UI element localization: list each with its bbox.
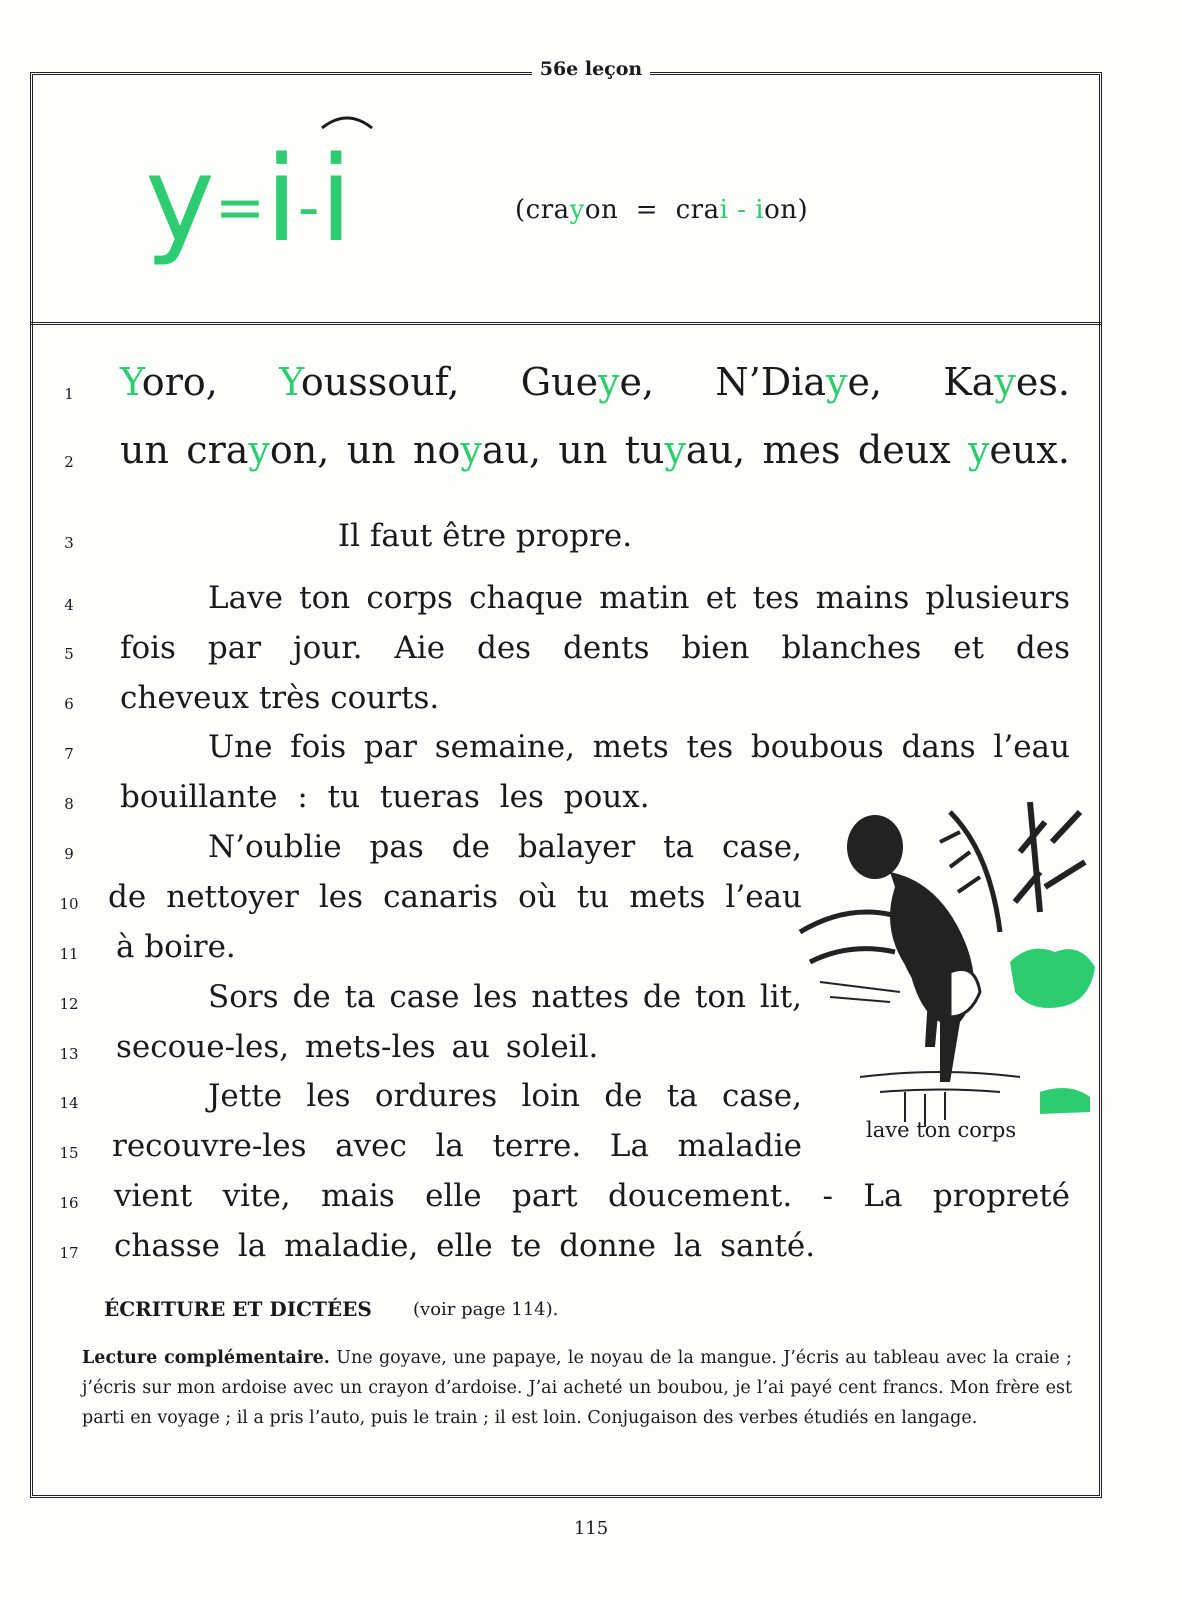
line-number: 1 (64, 385, 74, 403)
line-number: 16 (59, 1194, 79, 1212)
example-i: i (755, 195, 765, 225)
line-number: 7 (64, 745, 74, 763)
line-number: 15 (59, 1144, 79, 1162)
reading-line: fois par jour. Aie des dents bien blanches et des (120, 630, 1070, 666)
ecriture-title: ÉCRITURE ET DICTÉES (104, 1297, 372, 1321)
line-number: 17 (59, 1244, 79, 1262)
line-number: 8 (64, 795, 74, 813)
washing-person-illustration-icon (790, 792, 1100, 1132)
lesson-title-bar (0, 58, 1182, 80)
reading-line: Une fois par semaine, mets tes boubous dans l’eau (208, 729, 1070, 765)
letter-i-1: i (265, 130, 298, 268)
line-number: 4 (64, 596, 74, 614)
example-part: on) (764, 195, 809, 225)
example-word (515, 195, 808, 225)
reading-title: Il faut être propre. (337, 518, 633, 554)
line-number: 12 (59, 995, 79, 1013)
illustration-caption: lave ton corps (866, 1118, 1017, 1142)
reading-line: N’oublie pas de balayer ta case, (208, 829, 802, 865)
equals-sign: = (214, 172, 266, 243)
highlight-y: Y (279, 360, 301, 404)
lecture-complementaire (82, 1343, 1072, 1433)
line-number: 2 (64, 453, 74, 471)
dash-sign: - (297, 172, 320, 243)
example-part: (cra (515, 195, 570, 225)
line-number: 3 (64, 534, 74, 552)
reading-line: secoue-les, mets-les au soleil. (116, 1029, 599, 1065)
reading-line: vient vite, mais elle part doucement. - La propreté (114, 1178, 1070, 1214)
lesson-title: 56e leçon (532, 58, 651, 80)
ecriture-reference: (voir page 114). (413, 1299, 559, 1320)
page-number: 115 (573, 1518, 609, 1539)
letter-i-2: i (319, 130, 353, 268)
highlight-y: y (967, 428, 990, 472)
line-number: 5 (64, 645, 74, 663)
highlight-y: y (460, 428, 482, 472)
letter-y: y (145, 130, 215, 268)
highlight-y: y (994, 360, 1016, 404)
highlight-y: y (826, 360, 848, 404)
highlight-y: y (598, 360, 620, 404)
line-number: 11 (59, 945, 79, 963)
example-y: y (569, 195, 585, 225)
reading-line: Lave ton corps chaque matin et tes mains plusieurs (208, 580, 1070, 616)
line-number: 14 (59, 1094, 79, 1112)
reading-line: Jette les ordures loin de ta case, (208, 1078, 802, 1114)
reading-line: Yoro, Youssouf, Gueye, N’Diaye, Kayes. (120, 360, 1070, 404)
reading-line: recouvre-les avec la terre. La maladie (112, 1128, 802, 1164)
complementaire-title: Lecture complémentaire. (82, 1348, 330, 1368)
example-part: on = cra (584, 195, 720, 225)
reading-line: de nettoyer les canaris où tu mets l’eau (108, 879, 802, 915)
reading-line: bouillante : tu tueras les poux. (120, 779, 650, 815)
liaison-arc-icon (318, 108, 376, 130)
line-number: 13 (59, 1045, 79, 1063)
line-number: 9 (64, 845, 74, 863)
reading-line: un crayon, un noyau, un tuyau, mes deux yeux. (120, 428, 1070, 472)
complementaire-text: Une goyave, une papaye, le noyau de la mangue. J’écris au tableau avec la craie ; j’écris sur mon ardoise avec un crayon d’ardoise. J’ai acheté un boubou, je l’ai payé cent francs. Mon frère est parti en voyage ; il a pris l’auto, puis le train ; il est loin. Conjugaison des verbes étudiés en langage. (82, 1348, 1072, 1428)
lesson-letters (145, 130, 353, 268)
example-i: i (719, 195, 729, 225)
reading-line: cheveux très courts. (120, 680, 440, 716)
header-divider (30, 322, 1102, 325)
reading-line: à boire. (116, 929, 236, 965)
reading-line: Sors de ta case les nattes de ton lit, (208, 979, 802, 1015)
line-number: 10 (59, 895, 79, 913)
line-number: 6 (64, 695, 74, 713)
example-dash: - (728, 195, 756, 225)
highlight-y: Y (120, 360, 142, 404)
highlight-y: y (664, 428, 686, 472)
highlight-y: y (248, 428, 270, 472)
reading-line: chasse la maladie, elle te donne la santé. (114, 1228, 816, 1264)
